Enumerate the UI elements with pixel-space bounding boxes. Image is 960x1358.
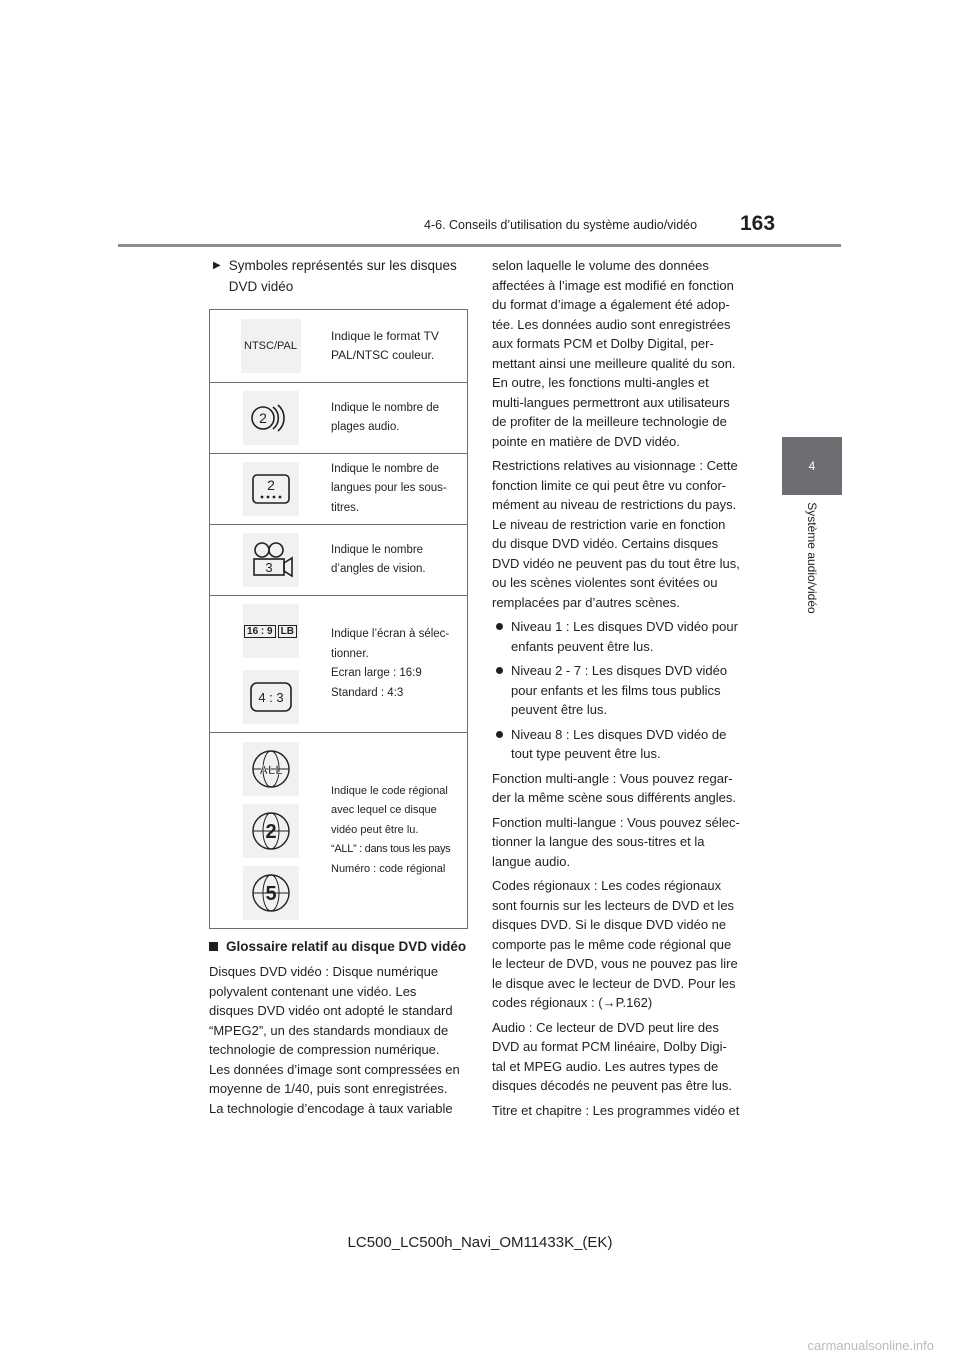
model-code: LC500_LC500h_Navi_OM11433K_(EK) [347,1234,613,1251]
svg-text:5: 5 [264,882,277,905]
table-row [210,454,468,525]
svg-text:2: 2 [258,410,267,426]
heading-line: DVD vidéo [228,278,294,294]
bullet-icon [496,731,503,738]
paragraph: Audio : Ce lecteur de DVD peut lire des DVD au format PCM linéaire, Dolby Digi- tal et MPEG audio. Les autres types de disques décodés ne peuvent pas être lus. [492,1019,732,1093]
chapter-number: 4 [808,459,816,473]
paragraph: Codes régionaux : Les codes régionaux sont fournis sur les lecteurs de DVD et les disques DVD. Si le disque DVD vidéo ne comporte pas le même code régional que le lecteur de DVD, vous ne pouvez pas lire le disque avec le lecteur de DVD. Pour les codes régionaux : (→P.162) [492,878,738,1010]
glossary-heading: Glossaire relatif au disque DVD vidéo [209,939,471,954]
heading-line: Symboles représentés sur les disques [228,258,457,273]
symbols-table [209,309,468,929]
audio-tracks-icon [243,391,299,445]
glossary-intro: Disques DVD vidéo : Disque numérique polyvalent contenant une vidéo. Les disques DVD vidéo ont adopté le standard “MPEG2”, un des standards mondiaux de technologie de compression numérique. Les données d’image sont compressées en moyenne de 1/40, puis sont enregistrées. La technologie d’encodage à taux variable [209,964,460,1116]
symbol-description: Indique le nombre de plages audio. [331,383,468,454]
paragraph: Titre et chapitre : Les programmes vidéo et [492,1102,740,1118]
list-item: Niveau 8 : Les disques DVD vidéo de tout type peuvent être lus. [492,725,750,764]
triangle-arrow-icon: ▶ [213,260,221,271]
square-bullet-icon [209,942,218,951]
svg-text:3: 3 [264,560,273,575]
region-2-icon [243,804,299,858]
page-number: 163 [740,212,776,235]
svg-text:4 : 3: 4 : 3 [257,690,284,705]
standard-screen-icon [243,670,299,724]
left-column [209,256,471,1118]
symbol-description: Indique le format TV PAL/NTSC couleur. [331,328,439,362]
svg-text:2: 2 [264,820,277,843]
symbol-description: Indique l’écran à sélec- tionner. Ecran large : 16:9 Standard : 4:3 [331,596,468,733]
symbols-heading [209,256,471,297]
symbol-description: Indique le nombre d’angles de vision. [331,525,468,596]
ntsc-pal-icon: NTSC/PAL [241,319,301,373]
bullet-icon [496,623,503,630]
symbol-description: Indique le code régional avec lequel ce disque vidéo peut être lu. “ALL” : dans tous les pays Numéro : code régional [331,733,468,929]
subtitles-icon [243,462,299,516]
region-all-icon [243,742,299,796]
table-row [210,383,468,454]
bullet-icon [496,667,503,674]
section-title: 4-6. Conseils d’utilisation du système audio/vidéo [424,218,698,232]
paragraph: Fonction multi-angle : Vous pouvez regar- der la même scène sous différents angles. [492,770,737,805]
wide-screen-icon: 16 : 9 LB [243,604,299,658]
chapter-label: Système audio/vidéo [805,502,819,614]
angles-camera-icon [243,533,299,587]
right-column [492,256,750,1125]
paragraph: selon laquelle le volume des données affectées à l’image est modifié en fonction du format d’image a également été adop- tée. Les données audio sont enregistrées aux formats PCM et Dolby Digital, per- mettant ainsi une meilleure qualité du son. En outre, les fonctions multi-angles et multi-langues permettront aux utilisateurs de profiter de la meilleure technologie de pointe en matière de DVD vidéo. [492,258,736,449]
table-row [210,525,468,596]
table-row [210,596,468,733]
paragraph: Fonction multi-langue : Vous pouvez sélec- tionner la langue des sous-titres et la langue audio. [492,814,740,869]
header-rule [118,244,841,247]
watermark: carmanualsonline.info [807,1338,934,1353]
table-row [210,310,468,383]
chapter-tab[interactable] [782,437,842,495]
list-item: Niveau 2 - 7 : Les disques DVD vidéo pour enfants et les films tous publics peuvent être lus. [492,661,750,720]
table-row [210,733,468,929]
svg-text:2: 2 [266,477,275,493]
list-item: Niveau 1 : Les disques DVD vidéo pour enfants peuvent être lus. [492,617,750,656]
svg-text:ALL: ALL [258,762,283,777]
symbol-description: Indique le nombre de langues pour les sous- titres. [331,454,468,525]
paragraph: Restrictions relatives au visionnage : Cette fonction limite ce qui peut être vu confor- mément au niveau de restrictions du pays. Le niveau de restriction varie en fonction du disque DVD vidéo. Certains disques DVD vidéo ne peuvent pas du tout être lus, ou les scènes violentes sont évitées ou remplacées par d’autres scènes. [492,458,740,610]
region-5-icon [243,866,299,920]
